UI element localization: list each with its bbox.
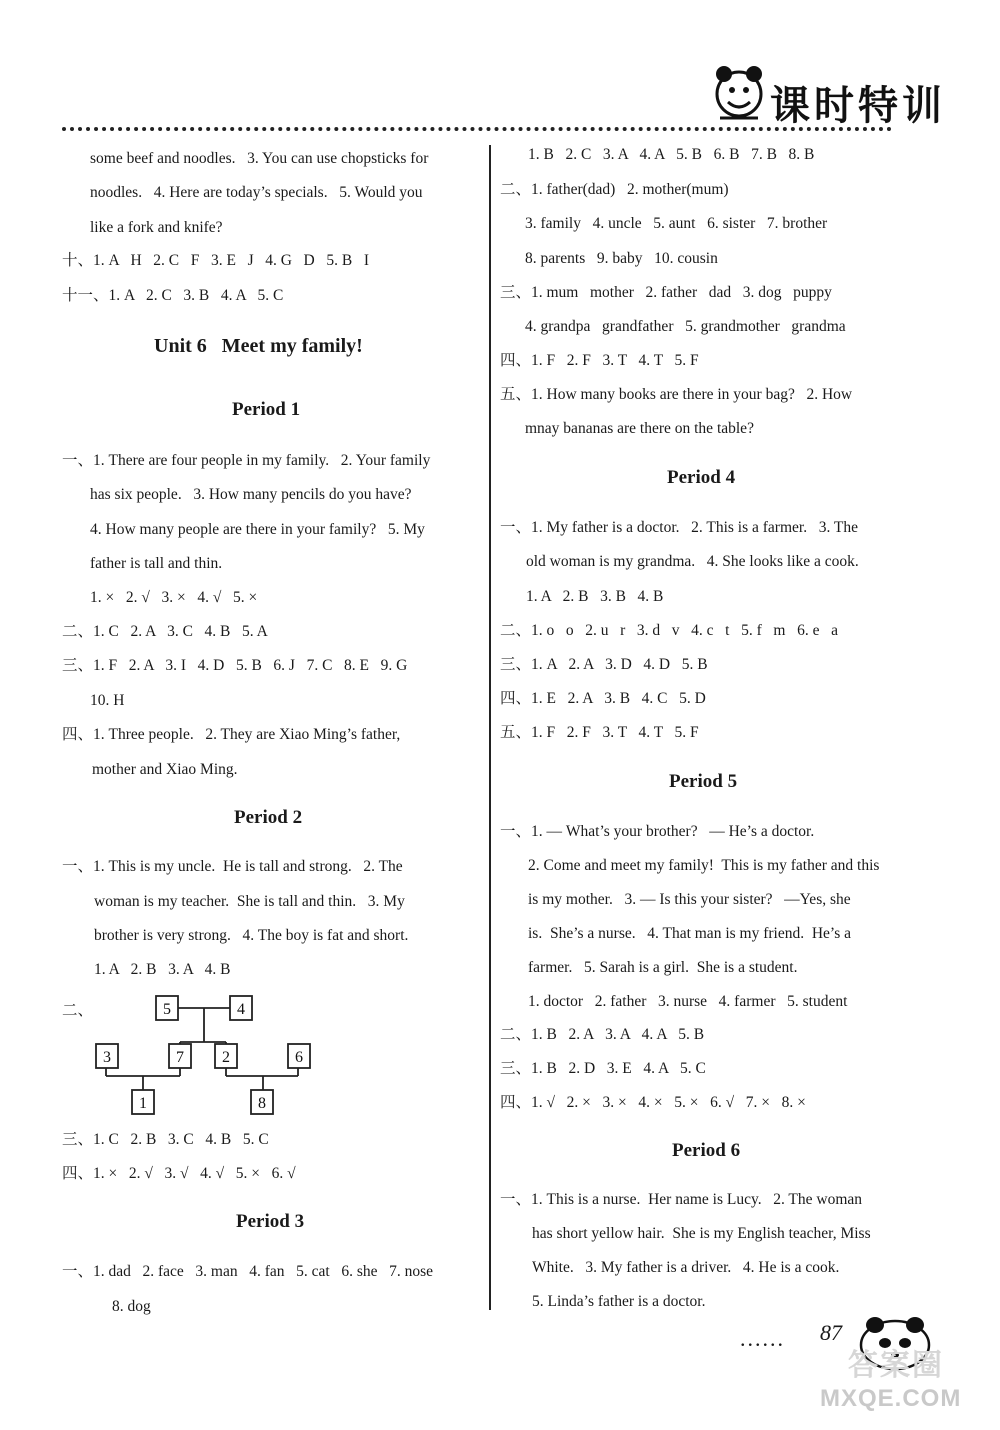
- text-line: 三、1. F 2. A 3. I 4. D 5. B 6. J 7. C 8. E 9. G: [62, 657, 408, 674]
- text-line: mother and Xiao Ming.: [92, 761, 238, 778]
- text-line: woman is my teacher. She is tall and thin. 3. My: [94, 893, 405, 910]
- period-title: Period 4: [667, 467, 736, 488]
- text-line: old woman is my grandma. 4. She looks like a cook.: [526, 553, 859, 570]
- watermark-url: MXQE.COM: [820, 1385, 962, 1412]
- text-line: 一、1. This is my uncle. He is tall and strong. 2. The: [62, 858, 403, 875]
- text-line: 8. dog: [112, 1298, 151, 1315]
- text-line: 三、1. C 2. B 3. C 4. B 5. C: [62, 1131, 269, 1148]
- text-line: 一、1. dad 2. face 3. man 4. fan 5. cat 6. she 7. nose: [62, 1263, 434, 1280]
- text-line: 1. A 2. B 3. B 4. B: [526, 588, 664, 605]
- text-line: father is tall and thin.: [90, 555, 223, 572]
- text-line: 2. Come and meet my family! This is my father and this: [528, 857, 880, 874]
- text-line: 五、1. How many books are there in your bag? 2. How: [500, 386, 853, 403]
- text-line: 10. H: [90, 692, 125, 709]
- text-line: 1. A 2. B 3. A 4. B: [94, 961, 231, 978]
- text-line: 4. grandpa grandfather 5. grandmother grandma: [525, 318, 846, 335]
- text-line: 3. family 4. uncle 5. aunt 6. sister 7. brother: [525, 215, 828, 232]
- text-line: 一、1. My father is a doctor. 2. This is a farmer. 3. The: [500, 519, 859, 536]
- text-line: mnay bananas are there on the table?: [525, 420, 754, 437]
- text-line: 四、1. × 2. √ 3. √ 4. √ 5. × 6. √: [62, 1165, 296, 1182]
- text-line: is. She’s a nurse. 4. That man is my friend. He’s a: [528, 925, 852, 942]
- tree-box-label: 6: [295, 1049, 303, 1066]
- column-divider: [489, 145, 491, 1310]
- text-line: is my mother. 3. — Is this your sister? —Yes, she: [528, 891, 851, 908]
- text-line: 5. Linda’s father is a doctor.: [532, 1293, 706, 1310]
- text-line: some beef and noodles. 3. You can use chopsticks for: [90, 150, 429, 167]
- tree-box-label: 2: [222, 1049, 230, 1066]
- text-line: White. 3. My father is a driver. 4. He is a cook.: [532, 1259, 840, 1276]
- text-line: has short yellow hair. She is my English teacher, Miss: [532, 1225, 871, 1242]
- tree-box-label: 7: [176, 1049, 184, 1066]
- text-line: 四、1. F 2. F 3. T 4. T 5. F: [500, 352, 699, 369]
- page-number: 87: [820, 1320, 842, 1345]
- text-line: 十、1. A H 2. C F 3. E J 4. G D 5. B I: [62, 252, 370, 269]
- text-line: 二、1. C 2. A 3. C 4. B 5. A: [62, 623, 268, 640]
- text-line: 二、: [62, 1002, 94, 1019]
- text-line: 四、1. Three people. 2. They are Xiao Ming’s father,: [62, 726, 401, 743]
- text-line: noodles. 4. Here are today’s specials. 5. Would you: [90, 184, 423, 201]
- tree-box-label: 4: [237, 1001, 245, 1018]
- text-line: brother is very strong. 4. The boy is fat and short.: [94, 927, 409, 944]
- tree-box-label: 8: [258, 1095, 266, 1112]
- right-column: [500, 0, 920, 1320]
- text-line: 1. × 2. √ 3. × 4. √ 5. ×: [90, 589, 258, 606]
- text-line: 三、1. mum mother 2. father dad 3. dog puppy: [500, 284, 832, 301]
- text-line: 一、1. There are four people in my family. 2. Your family: [62, 452, 431, 469]
- text-line: 二、1. o o 2. u r 3. d v 4. c t 5. f m 6. e a: [500, 622, 838, 639]
- text-line: 三、1. A 2. A 3. D 4. D 5. B: [500, 656, 708, 673]
- watermark-logo: 答案圈: [848, 1348, 944, 1383]
- page-number-dots: ......: [740, 1326, 785, 1351]
- text-line: 四、1. √ 2. × 3. × 4. × 5. × 6. √ 7. × 8. ×: [500, 1094, 806, 1111]
- period-title: Period 1: [232, 399, 301, 420]
- text-line: 1. B 2. C 3. A 4. A 5. B 6. B 7. B 8. B: [528, 146, 815, 163]
- text-line: 4. How many people are there in your family? 5. My: [90, 521, 425, 538]
- text-line: 8. parents 9. baby 10. cousin: [525, 250, 718, 267]
- text-line: has six people. 3. How many pencils do you have?: [90, 486, 412, 503]
- text-line: farmer. 5. Sarah is a girl. She is a student.: [528, 959, 798, 976]
- text-line: 1. doctor 2. father 3. nurse 4. farmer 5. student: [528, 993, 848, 1010]
- period-title: Period 6: [672, 1140, 741, 1161]
- text-line: 三、1. B 2. D 3. E 4. A 5. C: [500, 1060, 706, 1077]
- text-line: 四、1. E 2. A 3. B 4. C 5. D: [500, 690, 706, 707]
- text-line: 十一、1. A 2. C 3. B 4. A 5. C: [62, 287, 284, 304]
- text-line: 二、1. father(dad) 2. mother(mum): [500, 181, 729, 198]
- period-title: Period 3: [236, 1211, 305, 1232]
- text-line: 一、1. — What’s your brother? — He’s a doctor.: [500, 823, 815, 840]
- tree-box-label: 5: [163, 1001, 171, 1018]
- family-tree-diagram: [90, 992, 330, 1116]
- period-title: Period 5: [669, 771, 738, 792]
- tree-box-label: 1: [139, 1095, 147, 1112]
- text-line: 五、1. F 2. F 3. T 4. T 5. F: [500, 724, 699, 741]
- text-line: 二、1. B 2. A 3. A 4. A 5. B: [500, 1026, 705, 1043]
- header-title: 课时特训: [770, 83, 946, 129]
- text-line: like a fork and knife?: [90, 219, 223, 236]
- text-line: 一、1. This is a nurse. Her name is Lucy. 2. The woman: [500, 1191, 863, 1208]
- left-column: [62, 0, 482, 1320]
- tree-box-label: 3: [103, 1049, 111, 1066]
- unit-title: Unit 6 Meet my family!: [154, 335, 363, 357]
- period-title: Period 2: [234, 807, 303, 828]
